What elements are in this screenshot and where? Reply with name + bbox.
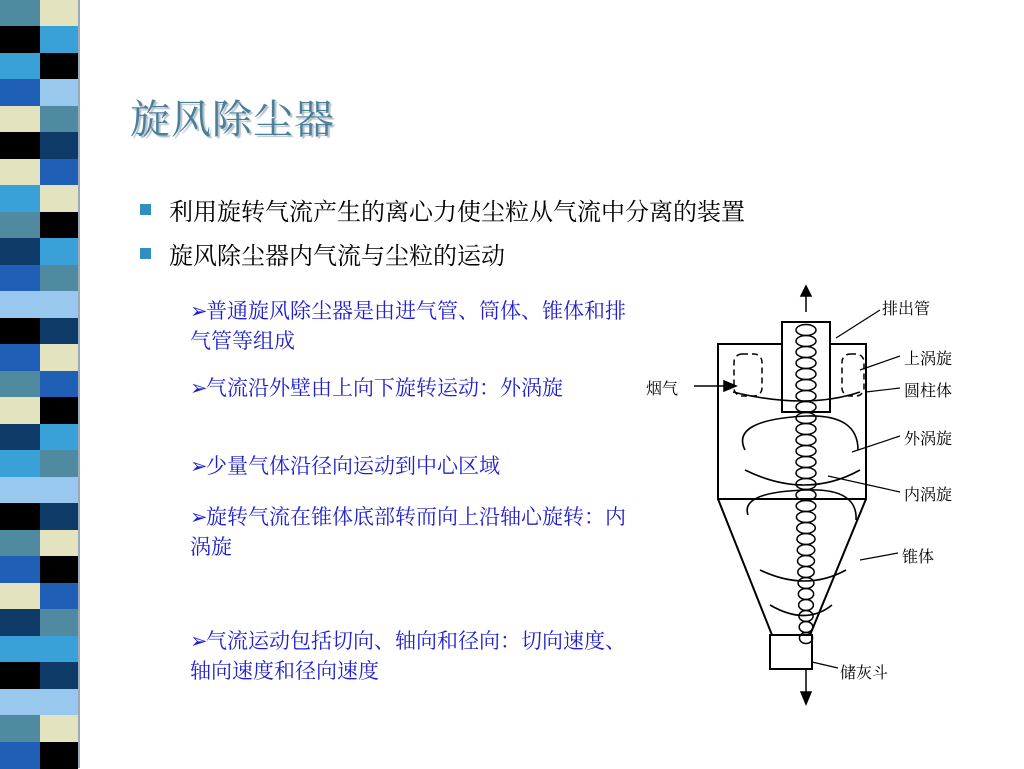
sub-point-text: 普通旋风除尘器是由进气管、筒体、锥体和排气管等组成 — [190, 299, 626, 353]
sub-point-text: 气流运动包括切向、轴向和径向：切向速度、轴向速度和径向速度 — [190, 629, 626, 683]
bullet-text: 利用旋转气流产生的离心力使尘粒从气流中分离的装置 — [169, 198, 745, 226]
spiral-loop — [796, 446, 816, 457]
upper-vortex-right — [842, 354, 864, 396]
arrow-bullet-icon: ➢ — [190, 505, 208, 529]
spiral-loop — [796, 457, 816, 468]
label-cone: 锥体 — [902, 547, 935, 566]
label-hopper: 储灰斗 — [840, 663, 889, 682]
hopper-body — [770, 635, 812, 669]
spiral-loop — [799, 600, 814, 611]
label-exhaust-pipe: 排出管 — [882, 299, 931, 318]
spiral-loop — [796, 468, 816, 479]
spiral-loop — [796, 435, 816, 446]
label-outer-vortex: 外涡旋 — [904, 429, 953, 448]
arrow-bullet-icon: ➢ — [190, 629, 208, 653]
upper-vortex-left — [734, 354, 762, 396]
spiral-loop — [798, 567, 814, 578]
sub-point-text: 少量气体沿径向运动到中心区域 — [206, 454, 500, 478]
arrow-bullet-icon: ➢ — [190, 454, 208, 478]
bullet-text: 旋风除尘器内气流与尘粒的运动 — [169, 242, 505, 270]
sub-point-text: 旋转气流在锥体底部转而向上沿轴心旋转：内涡旋 — [190, 505, 626, 559]
inlet-label: 烟气 — [646, 379, 679, 398]
spiral-loop — [798, 589, 813, 600]
spiral-loop — [798, 578, 814, 589]
arrow-bullet-icon: ➢ — [190, 299, 208, 323]
spiral-loop — [799, 622, 813, 633]
label-inner-vortex: 内涡旋 — [904, 485, 953, 504]
spiral-loop — [798, 556, 815, 567]
spiral-loop — [796, 424, 816, 435]
spiral-loop — [797, 545, 815, 556]
spiral-loop — [796, 512, 815, 523]
sub-point-text: 气流沿外壁由上向下旋转运动：外涡旋 — [206, 376, 563, 400]
spiral-loop — [797, 534, 815, 545]
label-upper-vortex: 上涡旋 — [904, 349, 953, 368]
slide-title: 旋风除尘器 — [130, 97, 335, 143]
arrow-bullet-icon: ➢ — [190, 376, 208, 400]
spiral-loop — [796, 413, 816, 424]
spiral-loop — [796, 501, 816, 512]
spiral-loop — [797, 523, 816, 534]
label-cylinder: 圆柱体 — [904, 381, 953, 400]
